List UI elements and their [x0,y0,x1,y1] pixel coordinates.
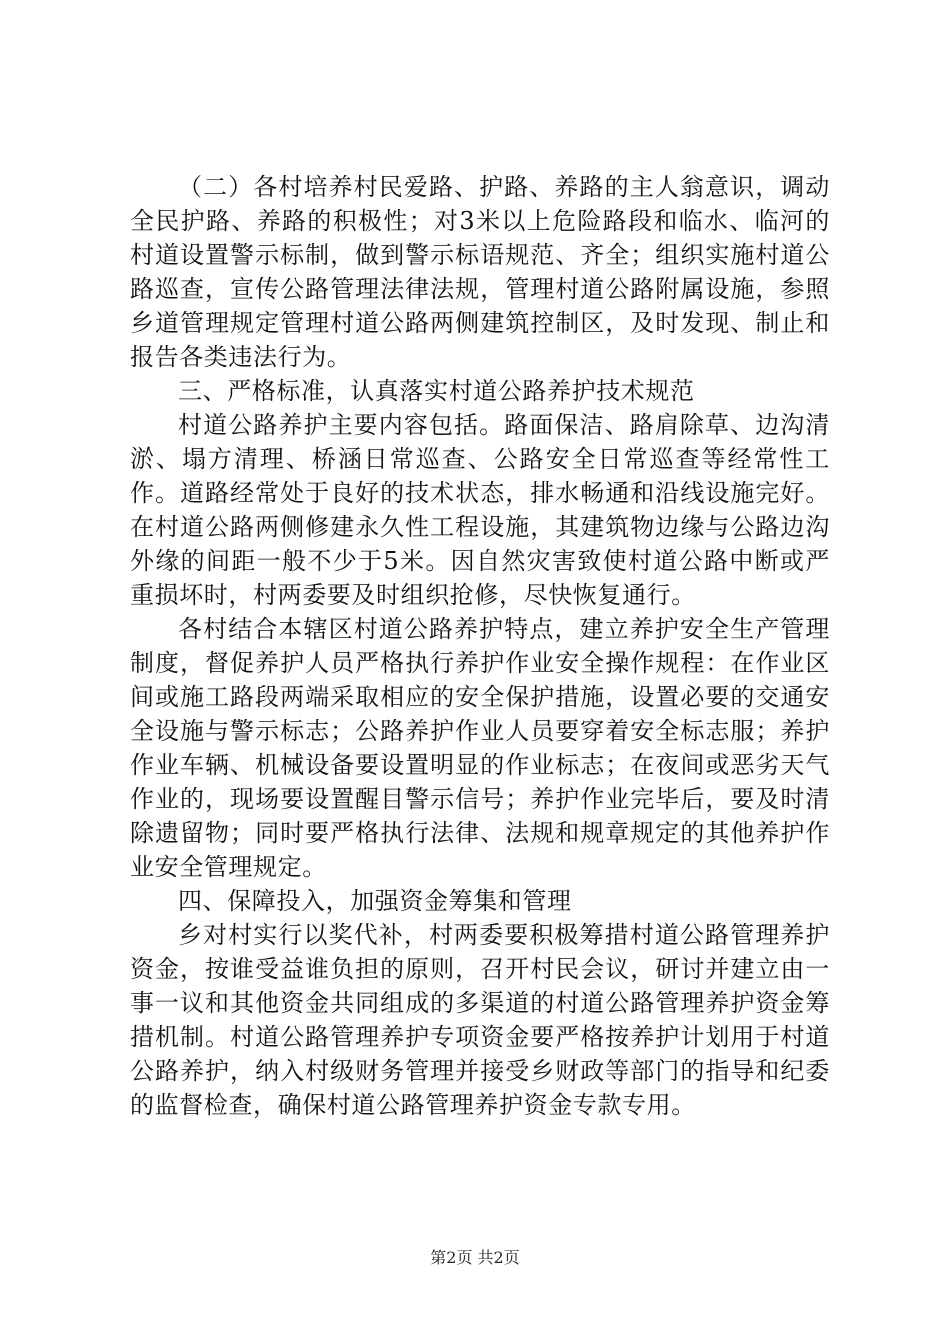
section-heading-four: 四、保障投入，加强资金筹集和管理 [178,887,572,915]
section-heading-three: 三、严格标准，认真落实村道公路养护技术规范 [178,377,695,405]
document-body [130,170,830,1122]
paragraph-safety-management: 各村结合本辖区村道公路养护特点，建立养护安全生产管理制度，督促养护人员严格执行养护作业安全操作规程：在作业区间或施工路段两端采取相应的安全保护措施，设置必要的交通安全设施与警示标志；公路养护作业人员要穿着安全标志服；养护作业车辆、机械设备要设置明显的作业标志；在夜间或恶劣天气作业的，现场要设置醒目警示信号；养护作业完毕后，要及时清除遗留物；同时要严格执行法律、法规和规章规定的其他养护作业安全管理规定。 [130,615,830,881]
paragraph-maintenance-content: 村道公路养护主要内容包括。路面保洁、路肩除草、边沟清淤、塌方清理、桥涵日常巡查、公路安全日常巡查等经常性工作。道路经常处于良好的技术状态，排水畅通和沿线设施完好。在村道公路两侧修建永久性工程设施，其建筑物边缘与公路边沟外缘的间距一般不少于5米。因自然灾害致使村道公路中断或严重损坏时，村两委要及时组织抢修，尽快恢复通行。 [130,411,830,609]
paragraph-road-protection-awareness: （二）各村培养村民爱路、护路、养路的主人翁意识，调动全民护路、养路的积极性；对3米以上危险路段和临水、临河的村道设置警示标制，做到警示标语规范、齐全；组织实施村道公路巡查，宣传公路管理法律法规，管理村道公路附属设施，参照乡道管理规定管理村道公路两侧建筑控制区，及时发现、制止和报告各类违法行为。 [130,173,830,371]
paragraph-funding: 乡对村实行以奖代补，村两委要积极筹措村道公路管理养护资金，按谁受益谁负担的原则，召开村民会议，研讨并建立由一事一议和其他资金共同组成的多渠道的村道公路管理养护资金筹措机制。村道公路管理养护专项资金要严格按养护计划用于村道公路养护，纳入村级财务管理并接受乡财政等部门的指导和纪委的监督检查，确保村道公路管理养护资金专款专用。 [130,921,830,1119]
page-number-footer: 第2页 共2页 [430,1248,520,1267]
